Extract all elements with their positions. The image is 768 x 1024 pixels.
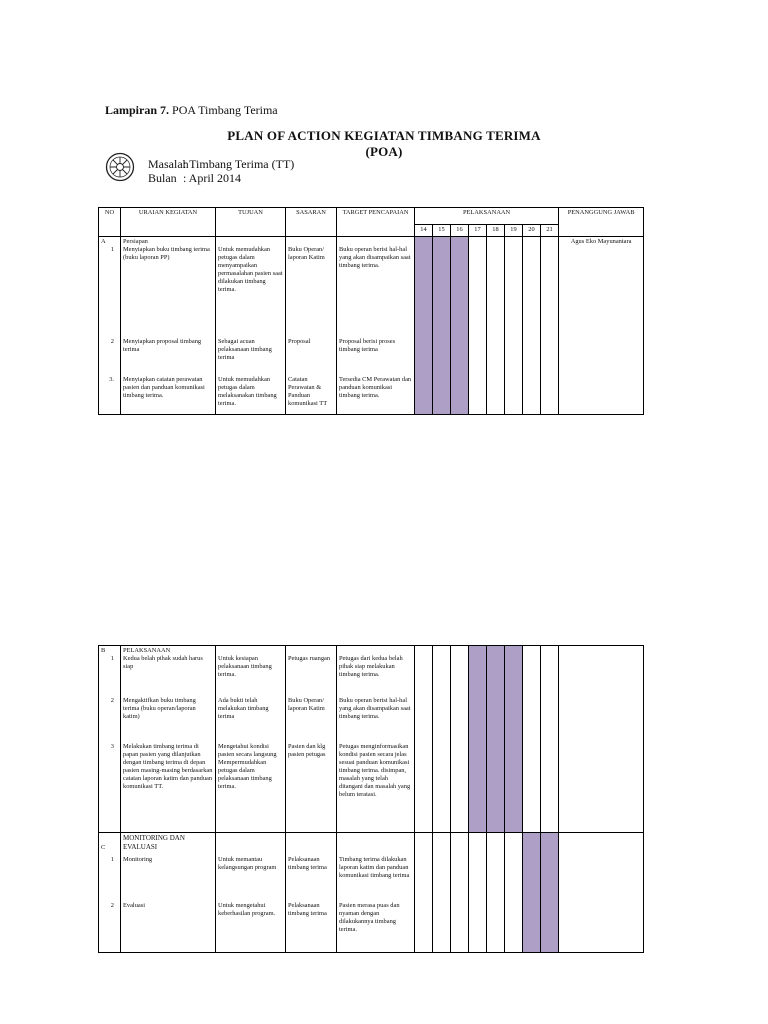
sasaran-text: Pelaksanaan timbang terima xyxy=(288,902,327,917)
no-cell xyxy=(99,237,121,415)
schedule-cell-filled xyxy=(541,833,559,953)
row-number: 2 xyxy=(110,338,114,345)
col-target: TARGET PENCAPAIAN xyxy=(337,208,415,237)
sasaran-cell xyxy=(286,237,337,415)
schedule-cell xyxy=(487,237,505,415)
col-tujuan: TUJUAN xyxy=(216,208,286,237)
sasaran-cell xyxy=(286,646,337,833)
schedule-cell xyxy=(433,646,451,833)
target-text: Petugas menginformasikan kondisi pasien secara jelas sesuai panduan komunikasi timbang terima. disimpan, masalah yang telah ditangani dan masalah yang belum teratasi. xyxy=(339,743,411,798)
day-header: 14 xyxy=(415,225,433,237)
masalah-key: Masalah xyxy=(148,157,189,171)
tujuan-cell xyxy=(216,646,286,833)
tujuan-cell xyxy=(216,237,286,415)
col-pelaksanaan: PELAKSANAAN xyxy=(415,208,559,225)
target-text: Pasien merasa puas dan nyaman dengan dilakukannya timbang terima. xyxy=(339,902,400,933)
target-text: Petugas dari kedua belah pihak siap melakukan timbang terima. xyxy=(339,655,403,678)
table-row xyxy=(99,646,644,833)
penanggung-cell xyxy=(559,833,644,953)
target-cell xyxy=(337,237,415,415)
day-header: 20 xyxy=(523,225,541,237)
tujuan-text: Ada bukti telah melakukan timbang terima xyxy=(218,697,269,720)
sasaran-text: Pasien dan klg pasien petugas xyxy=(288,743,326,758)
lampiran-label: Lampiran 7. xyxy=(105,103,170,117)
tujuan-text: Untuk kesiapan pelaksanaan timbang terima. xyxy=(218,655,272,678)
target-text: Tersedia CM Perawatan dan panduan komunikasi timbang terima. xyxy=(339,376,412,399)
tujuan-cell xyxy=(216,833,286,953)
uraian-text: Melakukan timbang terima di papan pasien yang dilanjutkan dengan timbang terima di depan pasien masing-masing berdasarkan catatan laporan katim dan panduan komunikasi TT. xyxy=(123,743,213,790)
sasaran-text: Buku Operan/ laporan Katim xyxy=(288,697,325,712)
bulan-value: : April 2014 xyxy=(183,171,242,185)
schedule-cell-filled xyxy=(487,646,505,833)
no-cell xyxy=(99,646,121,833)
uraian-text: Evaluasi xyxy=(123,902,146,909)
no-cell xyxy=(99,833,121,953)
schedule-cell-filled xyxy=(415,237,433,415)
schedule-cell xyxy=(505,237,523,415)
schedule-cell-filled xyxy=(433,237,451,415)
schedule-cell xyxy=(433,833,451,953)
row-number: 2 xyxy=(110,902,114,909)
day-header: 16 xyxy=(451,225,469,237)
bulan-key: Bulan xyxy=(148,171,177,185)
section-title: PELAKSANAAN xyxy=(123,647,171,654)
uraian-cell xyxy=(121,646,216,833)
target-text: Buku operan berisi hal-hal yang akan disampaikan saat timbang terima. xyxy=(339,246,411,269)
schedule-cell-filled xyxy=(523,833,541,953)
sasaran-text: Petugas ruangan xyxy=(288,655,331,662)
uraian-text: Menyiapkan proposal timbang terima xyxy=(123,338,202,353)
schedule-cell xyxy=(505,833,523,953)
target-text: Proposal berisi proses timbang terima xyxy=(339,338,396,353)
schedule-cell xyxy=(523,237,541,415)
schedule-cell xyxy=(469,833,487,953)
row-number: 2 xyxy=(110,697,114,704)
tujuan-text: Untuk memudahkan petugas dalam menyampaikan permasalahan pasien saat dilakukan timbang terima. xyxy=(218,246,283,293)
schedule-cell xyxy=(541,646,559,833)
day-header: 15 xyxy=(433,225,451,237)
table-row xyxy=(99,237,644,415)
table-row xyxy=(99,833,644,953)
uraian-cell xyxy=(121,833,216,953)
masalah-value: : Timbang Terima (TT) xyxy=(183,157,295,171)
sasaran-text: Catatan Perawatan & Panduan komunikasi TT xyxy=(288,376,328,407)
col-sasaran: SASARAN xyxy=(286,208,337,237)
masalah-line xyxy=(148,157,294,172)
schedule-cell xyxy=(523,646,541,833)
uraian-text: Kedua belah pihak sudah harus siap xyxy=(123,655,203,670)
schedule-cell xyxy=(541,237,559,415)
sasaran-text: Proposal xyxy=(288,338,311,345)
day-header: 17 xyxy=(469,225,487,237)
row-number: 3 xyxy=(110,743,114,750)
schedule-cell-filled xyxy=(505,646,523,833)
lampiran-line xyxy=(105,103,278,118)
sasaran-text: Pelaksanaan timbang terima xyxy=(288,856,327,871)
col-uraian: URAIAN KEGIATAN xyxy=(121,208,216,237)
schedule-cell xyxy=(415,646,433,833)
tujuan-text: Mengetahui kondisi pasien secara langsung Mempermudahkan petugas dalam pelaksanaan timbang terima. xyxy=(218,743,277,790)
bulan-line xyxy=(148,171,241,186)
penanggung-name: Agus Eko Mayunantara xyxy=(570,238,632,245)
tujuan-text: Sebagai acuan pelaksanaan timbang terima xyxy=(218,338,272,361)
document-title: PLAN OF ACTION KEGIATAN TIMBANG TERIMA xyxy=(227,128,541,143)
target-text: Timbang terima dilakukan laporan katim dan panduan komunikasi timbang terima xyxy=(339,856,410,879)
schedule-cell-filled xyxy=(469,646,487,833)
uraian-text: Menyiapkan buku timbang terima (buku laporan PP) xyxy=(123,246,210,261)
row-number: 1 xyxy=(110,246,114,253)
schedule-cell xyxy=(415,833,433,953)
uraian-text: Monitoring xyxy=(123,856,153,863)
lampiran-text: POA Timbang Terima xyxy=(172,103,278,117)
col-penanggung: PENANGGUNG JAWAB xyxy=(559,208,644,237)
tujuan-text: Untuk mengetahui keberhasilan program. xyxy=(218,902,276,917)
section-label: C xyxy=(101,844,106,851)
target-cell xyxy=(337,646,415,833)
schedule-cell xyxy=(469,237,487,415)
uraian-text: Mengaktifkan buku timbang terima (buku operan/laporan katim) xyxy=(123,697,196,720)
row-number: 1 xyxy=(110,655,114,662)
schedule-cell-filled xyxy=(451,237,469,415)
schedule-cell xyxy=(487,833,505,953)
tujuan-text: Untuk memudahkan petugas dalam melaksanakan timbang terima. xyxy=(218,376,277,407)
row-number: 3. xyxy=(109,376,114,383)
schedule-cell xyxy=(451,646,469,833)
target-text: Buku operan berisi hal-hal yang akan disampaikan saat timbang terima. xyxy=(339,697,411,720)
target-cell xyxy=(337,833,415,953)
row-number: 1 xyxy=(110,856,114,863)
penanggung-cell xyxy=(559,237,644,415)
sasaran-cell xyxy=(286,833,337,953)
poa-table-preparation xyxy=(98,207,644,415)
day-header: 19 xyxy=(505,225,523,237)
section-label: A xyxy=(101,238,106,245)
day-header: 21 xyxy=(541,225,559,237)
institution-logo-icon xyxy=(105,152,135,182)
document-subtitle: (POA) xyxy=(365,144,403,159)
schedule-cell xyxy=(451,833,469,953)
section-title: MONITORING DAN EVALUASI xyxy=(123,834,185,851)
day-header: 18 xyxy=(487,225,505,237)
uraian-cell xyxy=(121,237,216,415)
penanggung-cell xyxy=(559,646,644,833)
section-title: Persiapan xyxy=(123,238,148,245)
poa-table-execution xyxy=(98,645,644,953)
col-no: NO xyxy=(99,208,121,237)
tujuan-text: Untuk memantau kelangsungan program xyxy=(218,856,277,871)
sasaran-text: Buku Operan/ laporan Katim xyxy=(288,246,325,261)
section-label: B xyxy=(101,647,106,654)
uraian-text: Menyiapkan catatan perawatan pasien dan panduan komunikasi timbang terima. xyxy=(123,376,205,399)
